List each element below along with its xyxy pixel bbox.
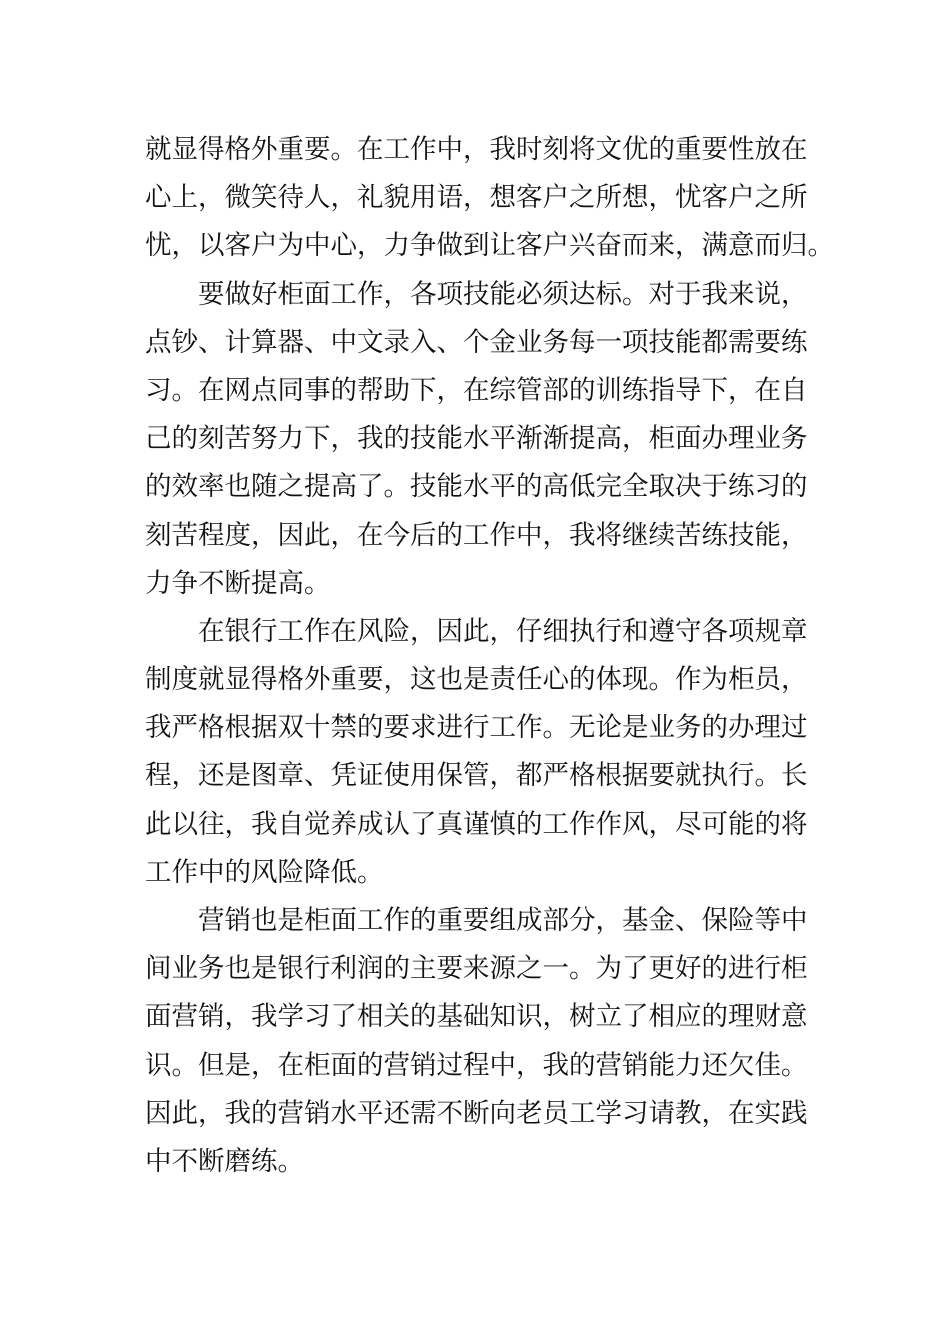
paragraph-4-line-5: 因此，我的营销水平还需不断向老员工学习请教，在实践 xyxy=(145,1097,808,1129)
paragraph-3-line-1: 在银行工作在风险，因此，仔细执行和遵守各项规章 xyxy=(198,615,808,647)
paragraph-3-line-6: 工作中的风险降低。 xyxy=(145,856,384,888)
paragraph-1-line-3: 忧，以客户为中心，力争做到让客户兴奋而来，满意而归。 xyxy=(145,230,834,262)
paragraph-3-line-4: 程，还是图章、凭证使用保管，都严格根据要就执行。长 xyxy=(145,760,808,792)
paragraph-1-line-2: 心上，微笑待人，礼貌用语，想客户之所想，忧客户之所 xyxy=(145,182,808,214)
paragraph-2-line-5: 的效率也随之提高了。技能水平的高低完全取决于练习的 xyxy=(145,471,808,503)
paragraph-2-line-1: 要做好柜面工作，各项技能必须达标。对于我来说， xyxy=(198,278,808,310)
paragraph-2-line-7: 力争不断提高。 xyxy=(145,567,331,599)
paragraph-4-line-1: 营销也是柜面工作的重要组成部分，基金、保险等中 xyxy=(198,905,808,936)
paragraph-2-line-6: 刻苦程度，因此，在今后的工作中，我将继续苦练技能， xyxy=(145,519,808,551)
document-body xyxy=(145,126,834,1186)
paragraph-3-line-2: 制度就显得格外重要，这也是责任心的体现。作为柜员， xyxy=(145,664,808,696)
paragraph-1-line-1: 就显得格外重要。在工作中，我时刻将文优的重要性放在 xyxy=(145,134,808,165)
paragraph-4-line-4: 识。但是，在柜面的营销过程中，我的营销能力还欠佳。 xyxy=(145,1049,808,1081)
paragraph-4-line-6: 中不断磨练。 xyxy=(145,1145,304,1177)
paragraph-3-line-3: 我严格根据双十禁的要求进行工作。无论是业务的办理过 xyxy=(145,712,808,744)
paragraph-2-line-4: 己的刻苦努力下，我的技能水平渐渐提高，柜面办理业务 xyxy=(145,423,808,455)
paragraph-2-line-2: 点钞、计算器、中文录入、个金业务每一项技能都需要练 xyxy=(145,326,808,358)
paragraph-4-line-3: 面营销，我学习了相关的基础知识，树立了相应的理财意 xyxy=(145,1001,808,1033)
paragraph-4-line-2: 间业务也是银行利润的主要来源之一。为了更好的进行柜 xyxy=(145,953,808,985)
paragraph-2-line-3: 习。在网点同事的帮助下，在综管部的训练指导下，在自 xyxy=(145,374,808,406)
paragraph-3-line-5: 此以往，我自觉养成认了真谨慎的工作作风，尽可能的将 xyxy=(145,808,808,840)
